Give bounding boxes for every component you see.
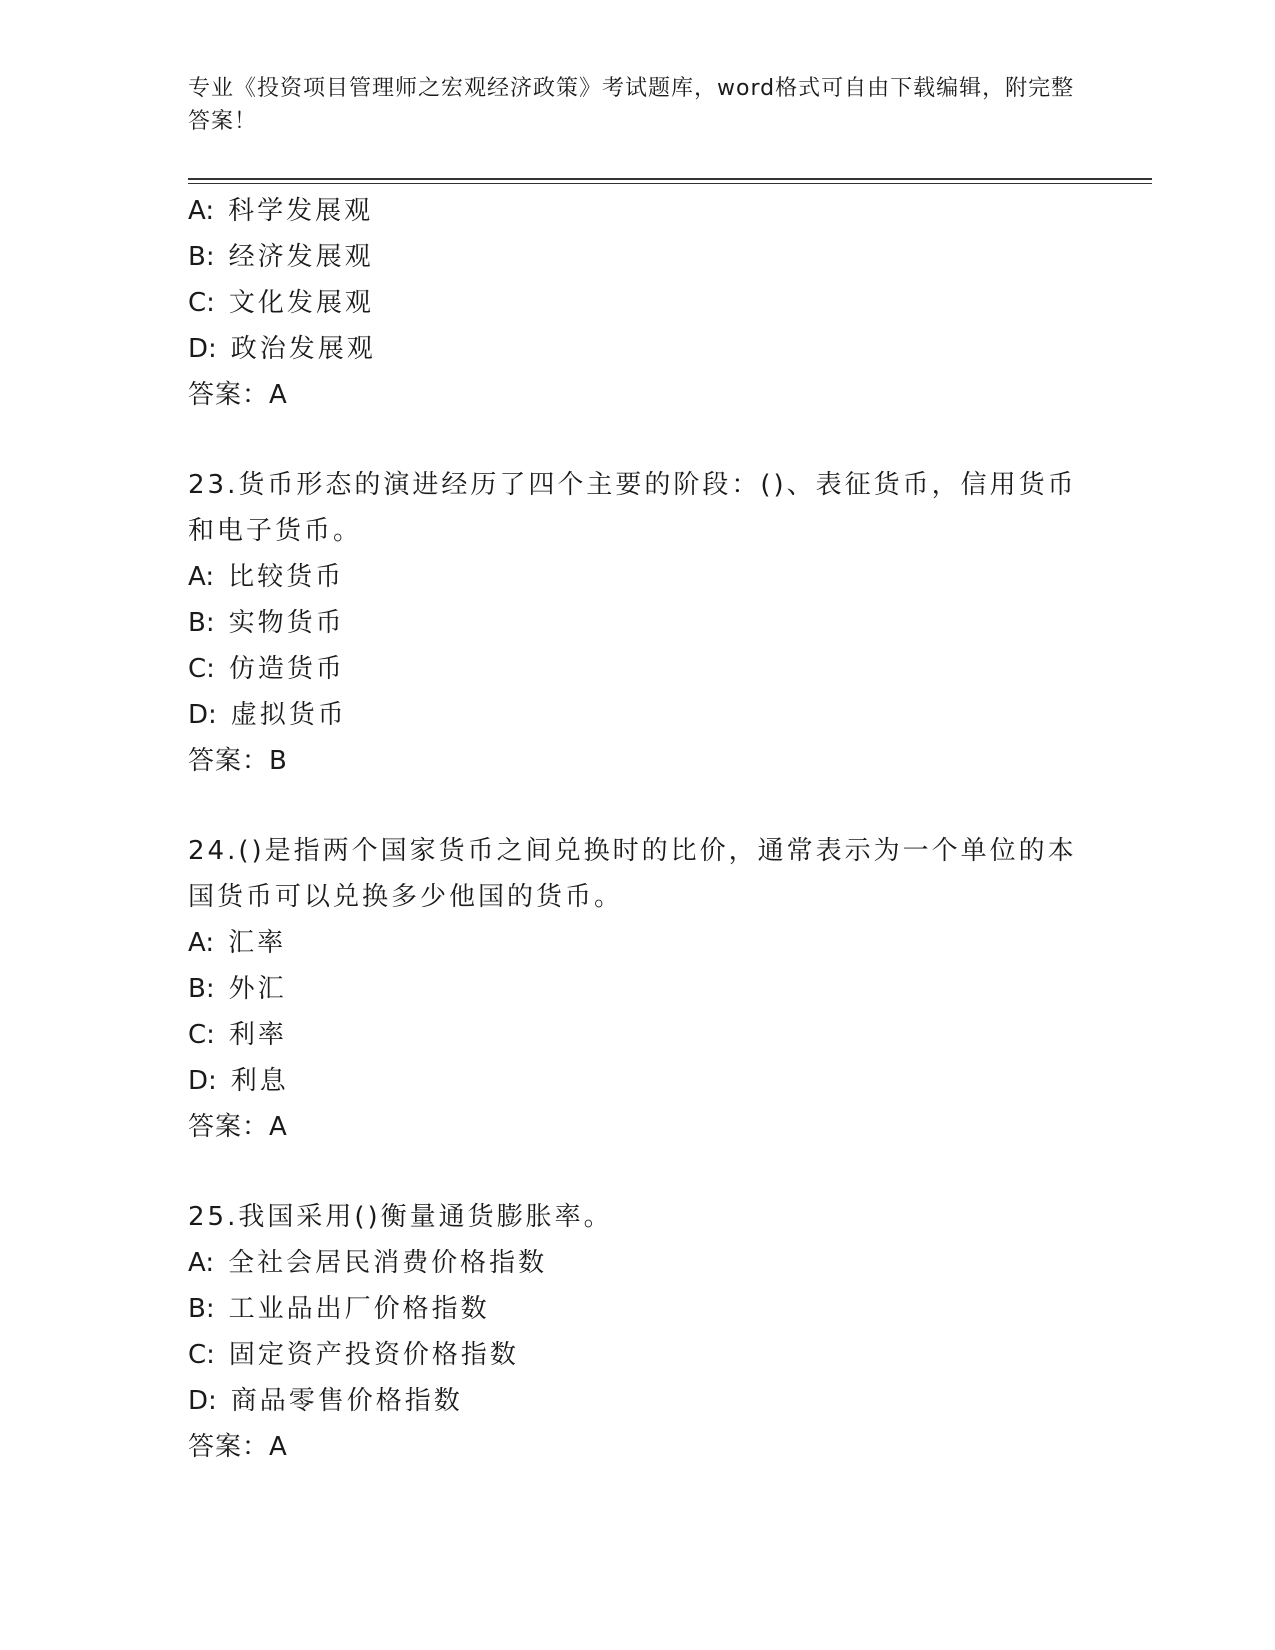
question-block-25: [188, 1194, 1088, 1470]
question-text: [188, 462, 1088, 554]
question-block-24: [188, 828, 1088, 1150]
answer-line: 答案：A: [188, 1432, 288, 1462]
option-d: D: 商品零售价格指数: [188, 1386, 463, 1416]
question-text: [188, 828, 1088, 920]
option-d: D: 虚拟货币: [188, 700, 347, 730]
header-divider-thick: [188, 178, 1152, 180]
option-b: B: 工业品出厂价格指数: [188, 1294, 490, 1324]
option-c: C: 利率: [188, 1020, 287, 1050]
option-b: B: 经济发展观: [188, 242, 374, 272]
question-line-2: 和电子货币。: [188, 516, 363, 546]
question-block-partial: [188, 188, 1088, 418]
question-line-1: 25.我国采用()衡量通货膨胀率。: [188, 1202, 613, 1232]
answer-line: 答案：A: [188, 380, 288, 410]
option-c: C: 固定资产投资价格指数: [188, 1340, 519, 1370]
question-line-1: 23.货币形态的演进经历了四个主要的阶段：()、表征货币，信用货币: [188, 470, 1077, 500]
option-d: D: 政治发展观: [188, 334, 376, 364]
question-text: [188, 1194, 1088, 1240]
answer-line: 答案：A: [188, 1112, 288, 1142]
option-b: B: 实物货币: [188, 608, 345, 638]
option-a: A: 比较货币: [188, 562, 345, 592]
document-intro: 专业《投资项目管理师之宏观经济政策》考试题库，word格式可自由下载编辑，附完整答案！: [188, 76, 1075, 134]
question-line-1: 24.()是指两个国家货币之间兑换时的比价，通常表示为一个单位的本: [188, 836, 1077, 866]
option-b: B: 外汇: [188, 974, 287, 1004]
question-block-23: [188, 462, 1088, 784]
option-a: A: 汇率: [188, 928, 287, 958]
option-a: A: 全社会居民消费价格指数: [188, 1248, 548, 1278]
option-d: D: 利息: [188, 1066, 289, 1096]
question-list: [188, 188, 1088, 1470]
question-line-2: 国货币可以兑换多少他国的货币。: [188, 882, 624, 912]
answer-line: 答案：B: [188, 746, 288, 776]
header-divider-thin: [188, 183, 1152, 184]
option-a: A: 科学发展观: [188, 196, 374, 226]
option-c: C: 文化发展观: [188, 288, 374, 318]
option-c: C: 仿造货币: [188, 654, 345, 684]
